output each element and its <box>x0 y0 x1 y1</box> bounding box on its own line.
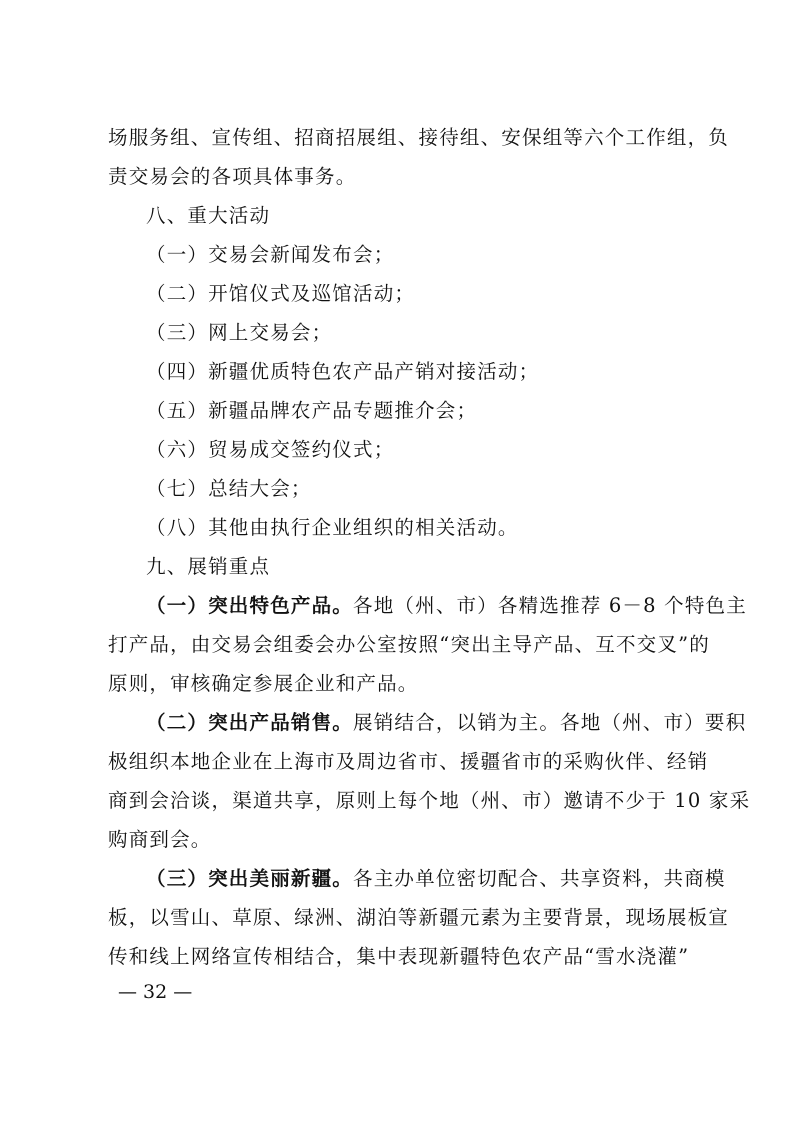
paragraph-line <box>146 868 726 890</box>
paragraph-line <box>146 712 746 734</box>
list-item: （四）新疆优质特色农产品产销对接活动； <box>146 360 540 383</box>
paragraph-heading: （三）突出美丽新疆。 <box>146 867 354 890</box>
paragraph-line: 购商到会。 <box>108 828 212 851</box>
paragraph-text: 各地（州、市）各精选推荐 6－8 个特色主 <box>353 594 747 617</box>
paragraph-line: 传和线上网络宣传相结合，集中表现新疆特色农产品“雪水浇灌” <box>108 945 690 968</box>
list-item: （一）交易会新闻发布会； <box>146 243 395 266</box>
paragraph-line: 板，以雪山、草原、绿洲、湖泊等新疆元素为主要背景，现场展板宣 <box>108 906 730 929</box>
paragraph-line: 打产品，由交易会组委会办公室按照“突出主导产品、互不交叉”的 <box>108 633 710 656</box>
paragraph-heading: （二）突出产品销售。 <box>146 711 354 734</box>
paragraph-text: 展销结合，以销为主。各地（州、市）要积 <box>353 711 747 734</box>
text-line: 场服务组、宣传组、招商招展组、接待组、安保组等六个工作组，负 <box>108 126 730 149</box>
section-heading: 九、展销重点 <box>146 555 271 578</box>
text-line: 责交易会的各项具体事务。 <box>108 165 357 188</box>
paragraph-line <box>146 595 747 617</box>
paragraph-line: 极组织本地企业在上海市及周边省市、援疆省市的采购伙伴、经销 <box>108 750 709 773</box>
list-item: （七）总结大会； <box>146 477 312 500</box>
section-heading: 八、重大活动 <box>146 204 271 227</box>
list-item: （六）贸易成交签约仪式； <box>146 438 395 461</box>
list-item: （三）网上交易会； <box>146 321 333 344</box>
paragraph-line: 原则，审核确定参展企业和产品。 <box>108 672 419 695</box>
paragraph-text: 各主办单位密切配合、共享资料，共商模 <box>353 867 726 890</box>
list-item: （二）开馆仪式及巡馆活动； <box>146 282 416 305</box>
paragraph-line: 商到会洽谈，渠道共享，原则上每个地（州、市）邀请不少于 10 家采 <box>108 789 751 812</box>
list-item: （八）其他由执行企业组织的相关活动。 <box>146 516 519 539</box>
page-number: — 32 — <box>118 981 193 1003</box>
list-item: （五）新疆品牌农产品专题推介会； <box>146 399 478 422</box>
paragraph-heading: （一）突出特色产品。 <box>146 594 354 617</box>
